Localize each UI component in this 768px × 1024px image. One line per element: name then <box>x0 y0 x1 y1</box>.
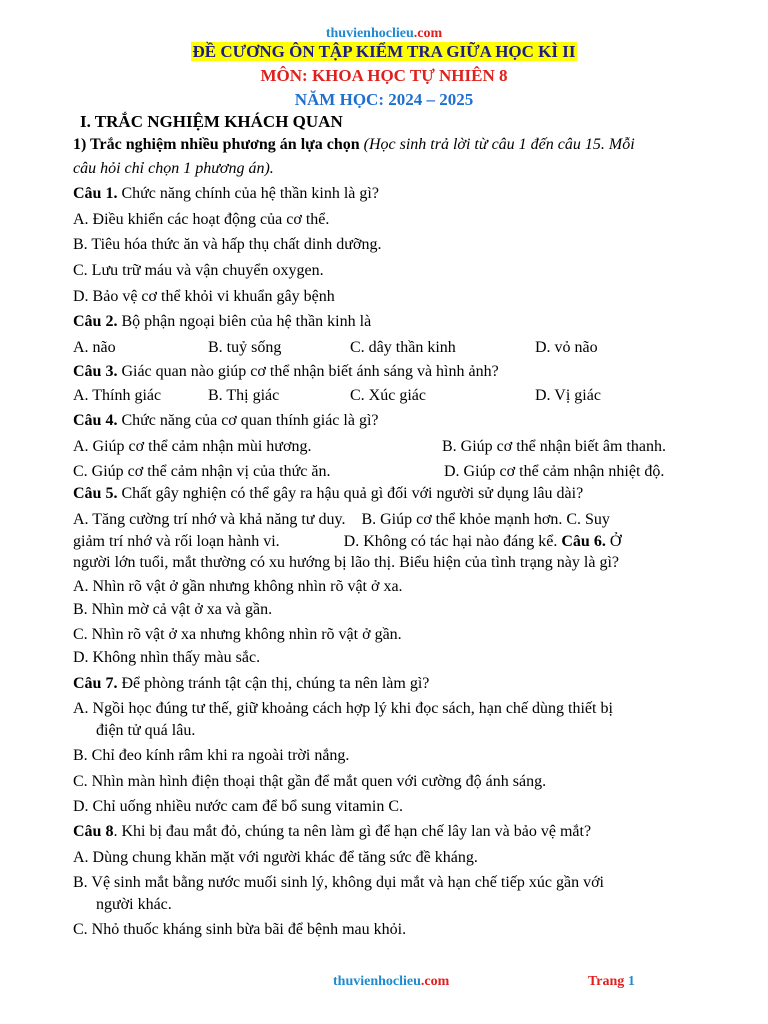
question-6-text-start: Ở <box>605 533 622 550</box>
header-brand-tld: .com <box>413 26 443 41</box>
q6-option-d: D. Không nhìn thấy màu sắc. <box>73 649 261 666</box>
q3-option-d: D. Vị giác <box>535 387 601 404</box>
instruction-text: (Học sinh trả lời từ câu 1 đến câu 15. Mỗi <box>363 136 635 153</box>
page-number-value: 1 <box>627 974 635 989</box>
q7-option-a: A. Ngồi học đúng tư thế, giữ khoảng cách hợp lý khi đọc sách, hạn chế dùng thiết bị <box>73 700 613 717</box>
school-year-line: NĂM HỌC: 2024 – 2025 <box>294 90 474 109</box>
q8-option-a: A. Dùng chung khăn mặt với người khác để tăng sức đề kháng. <box>73 849 478 866</box>
q7-option-a-cont: điện tử quá lâu. <box>96 722 196 739</box>
q4-option-a: A. Giúp cơ thể cảm nhận mùi hương. <box>73 438 312 455</box>
q2-option-c: C. dây thần kinh <box>350 339 456 356</box>
q4-option-d: D. Giúp cơ thể cảm nhận nhiệt độ. <box>444 463 665 480</box>
question-6-label: Câu 6. <box>561 533 606 550</box>
question-1-label: Câu 1. <box>73 185 118 202</box>
subsection-heading: 1) Trắc nghiệm nhiều phương án lựa chọn <box>73 136 360 153</box>
q6-option-a: A. Nhìn rõ vật ở gần nhưng không nhìn rõ vật ở xa. <box>73 578 403 595</box>
q1-option-d: D. Bảo vệ cơ thể khỏi vi khuẩn gây bệnh <box>73 288 335 305</box>
question-2-text: Bộ phận ngoại biên của hệ thần kinh là <box>121 313 372 330</box>
q8-option-b: B. Vệ sinh mắt bằng nước muối sinh lý, không dụi mắt và hạn chế tiếp xúc gần với <box>73 874 604 891</box>
footer-brand-name: thuvienhoclieu <box>333 974 421 989</box>
header-brand[interactable] <box>0 24 768 44</box>
question-8-text: . Khi bị đau mắt đỏ, chúng ta nên làm gì để hạn chế lây lan và bảo vệ mắt? <box>113 823 592 840</box>
q5-options-line-2-text: giảm trí nhớ và rối loạn hành vi. D. Không có tác hại nào đáng kể. <box>73 533 562 550</box>
instruction-text-cont: câu hỏi chỉ chọn 1 phương án). <box>73 160 274 177</box>
question-2 <box>73 312 371 332</box>
question-1-text: Chức năng chính của hệ thần kinh là gì? <box>121 185 379 202</box>
q6-option-b: B. Nhìn mờ cả vật ở xa và gần. <box>73 601 273 618</box>
question-5-text: Chất gây nghiện có thể gây ra hậu quả gì đối với người sử dụng lâu dài? <box>121 485 584 502</box>
question-4-text: Chức năng của cơ quan thính giác là gì? <box>121 412 379 429</box>
q5-options-line-2 <box>73 532 621 552</box>
question-3-text: Giác quan nào giúp cơ thể nhận biết ánh sáng và hình ảnh? <box>121 363 499 380</box>
q4-option-c: C. Giúp cơ thể cảm nhận vị của thức ăn. <box>73 463 331 480</box>
question-4-label: Câu 4. <box>73 412 118 429</box>
q1-option-b: B. Tiêu hóa thức ăn và hấp thụ chất dinh dưỡng. <box>73 236 382 253</box>
footer-brand[interactable] <box>333 972 449 992</box>
q4-option-b: B. Giúp cơ thể nhận biết âm thanh. <box>442 438 666 455</box>
page-word: Trang <box>588 974 625 989</box>
q3-option-b: B. Thị giác <box>208 387 280 404</box>
subject-line: MÔN: KHOA HỌC TỰ NHIÊN 8 <box>260 66 508 85</box>
question-3-label: Câu 3. <box>73 363 118 380</box>
question-7-label: Câu 7. <box>73 675 118 692</box>
q8-option-b-cont: người khác. <box>96 896 172 913</box>
section-heading: I. TRẮC NGHIỆM KHÁCH QUAN <box>80 112 343 131</box>
question-4 <box>73 411 379 431</box>
q8-option-c: C. Nhỏ thuốc kháng sinh bừa bãi để bệnh mau khỏi. <box>73 921 407 938</box>
q5-options-line-1: A. Tăng cường trí nhớ và khả năng tư duy. B. Giúp cơ thể khỏe mạnh hơn. C. Suy <box>73 511 610 528</box>
footer-brand-tld: .com <box>420 974 450 989</box>
question-3 <box>73 362 499 382</box>
q2-option-d: D. vỏ não <box>535 339 598 356</box>
q2-option-b: B. tuỷ sống <box>208 339 282 356</box>
title-highlight: ĐỀ CƯƠNG ÔN TẬP KIỂM TRA GIỮA HỌC KÌ II <box>192 42 576 61</box>
question-5 <box>73 484 583 504</box>
question-1 <box>73 184 379 204</box>
q2-option-a: A. não <box>73 339 116 356</box>
document-title <box>0 42 768 62</box>
question-5-label: Câu 5. <box>73 485 118 502</box>
question-6-text: người lớn tuổi, mắt thường có xu hướng bị lão thị. Biểu hiện của tình trạng này là gì? <box>73 554 619 571</box>
question-2-label: Câu 2. <box>73 313 118 330</box>
question-7 <box>73 674 429 694</box>
q3-option-a: A. Thính giác <box>73 387 162 404</box>
subsection-line <box>73 135 635 155</box>
question-8-label: Câu 8 <box>73 823 114 840</box>
q3-option-c: C. Xúc giác <box>350 387 426 404</box>
q6-option-c: C. Nhìn rõ vật ở xa nhưng không nhìn rõ vật ở gần. <box>73 626 402 643</box>
question-8 <box>73 822 591 842</box>
page-number <box>588 972 635 992</box>
q7-option-c: C. Nhìn màn hình điện thoại thật gần để mắt quen với cường độ ánh sáng. <box>73 773 547 790</box>
q7-option-d: D. Chỉ uống nhiều nước cam để bổ sung vitamin C. <box>73 798 403 815</box>
question-7-text: Để phòng tránh tật cận thị, chúng ta nên làm gì? <box>121 675 430 692</box>
q1-option-a: A. Điều khiển các hoạt động của cơ thể. <box>73 211 330 228</box>
q7-option-b: B. Chỉ đeo kính râm khi ra ngoài trời nắng. <box>73 747 350 764</box>
header-brand-name: thuvienhoclieu <box>325 26 414 41</box>
q1-option-c: C. Lưu trữ máu và vận chuyển oxygen. <box>73 262 324 279</box>
